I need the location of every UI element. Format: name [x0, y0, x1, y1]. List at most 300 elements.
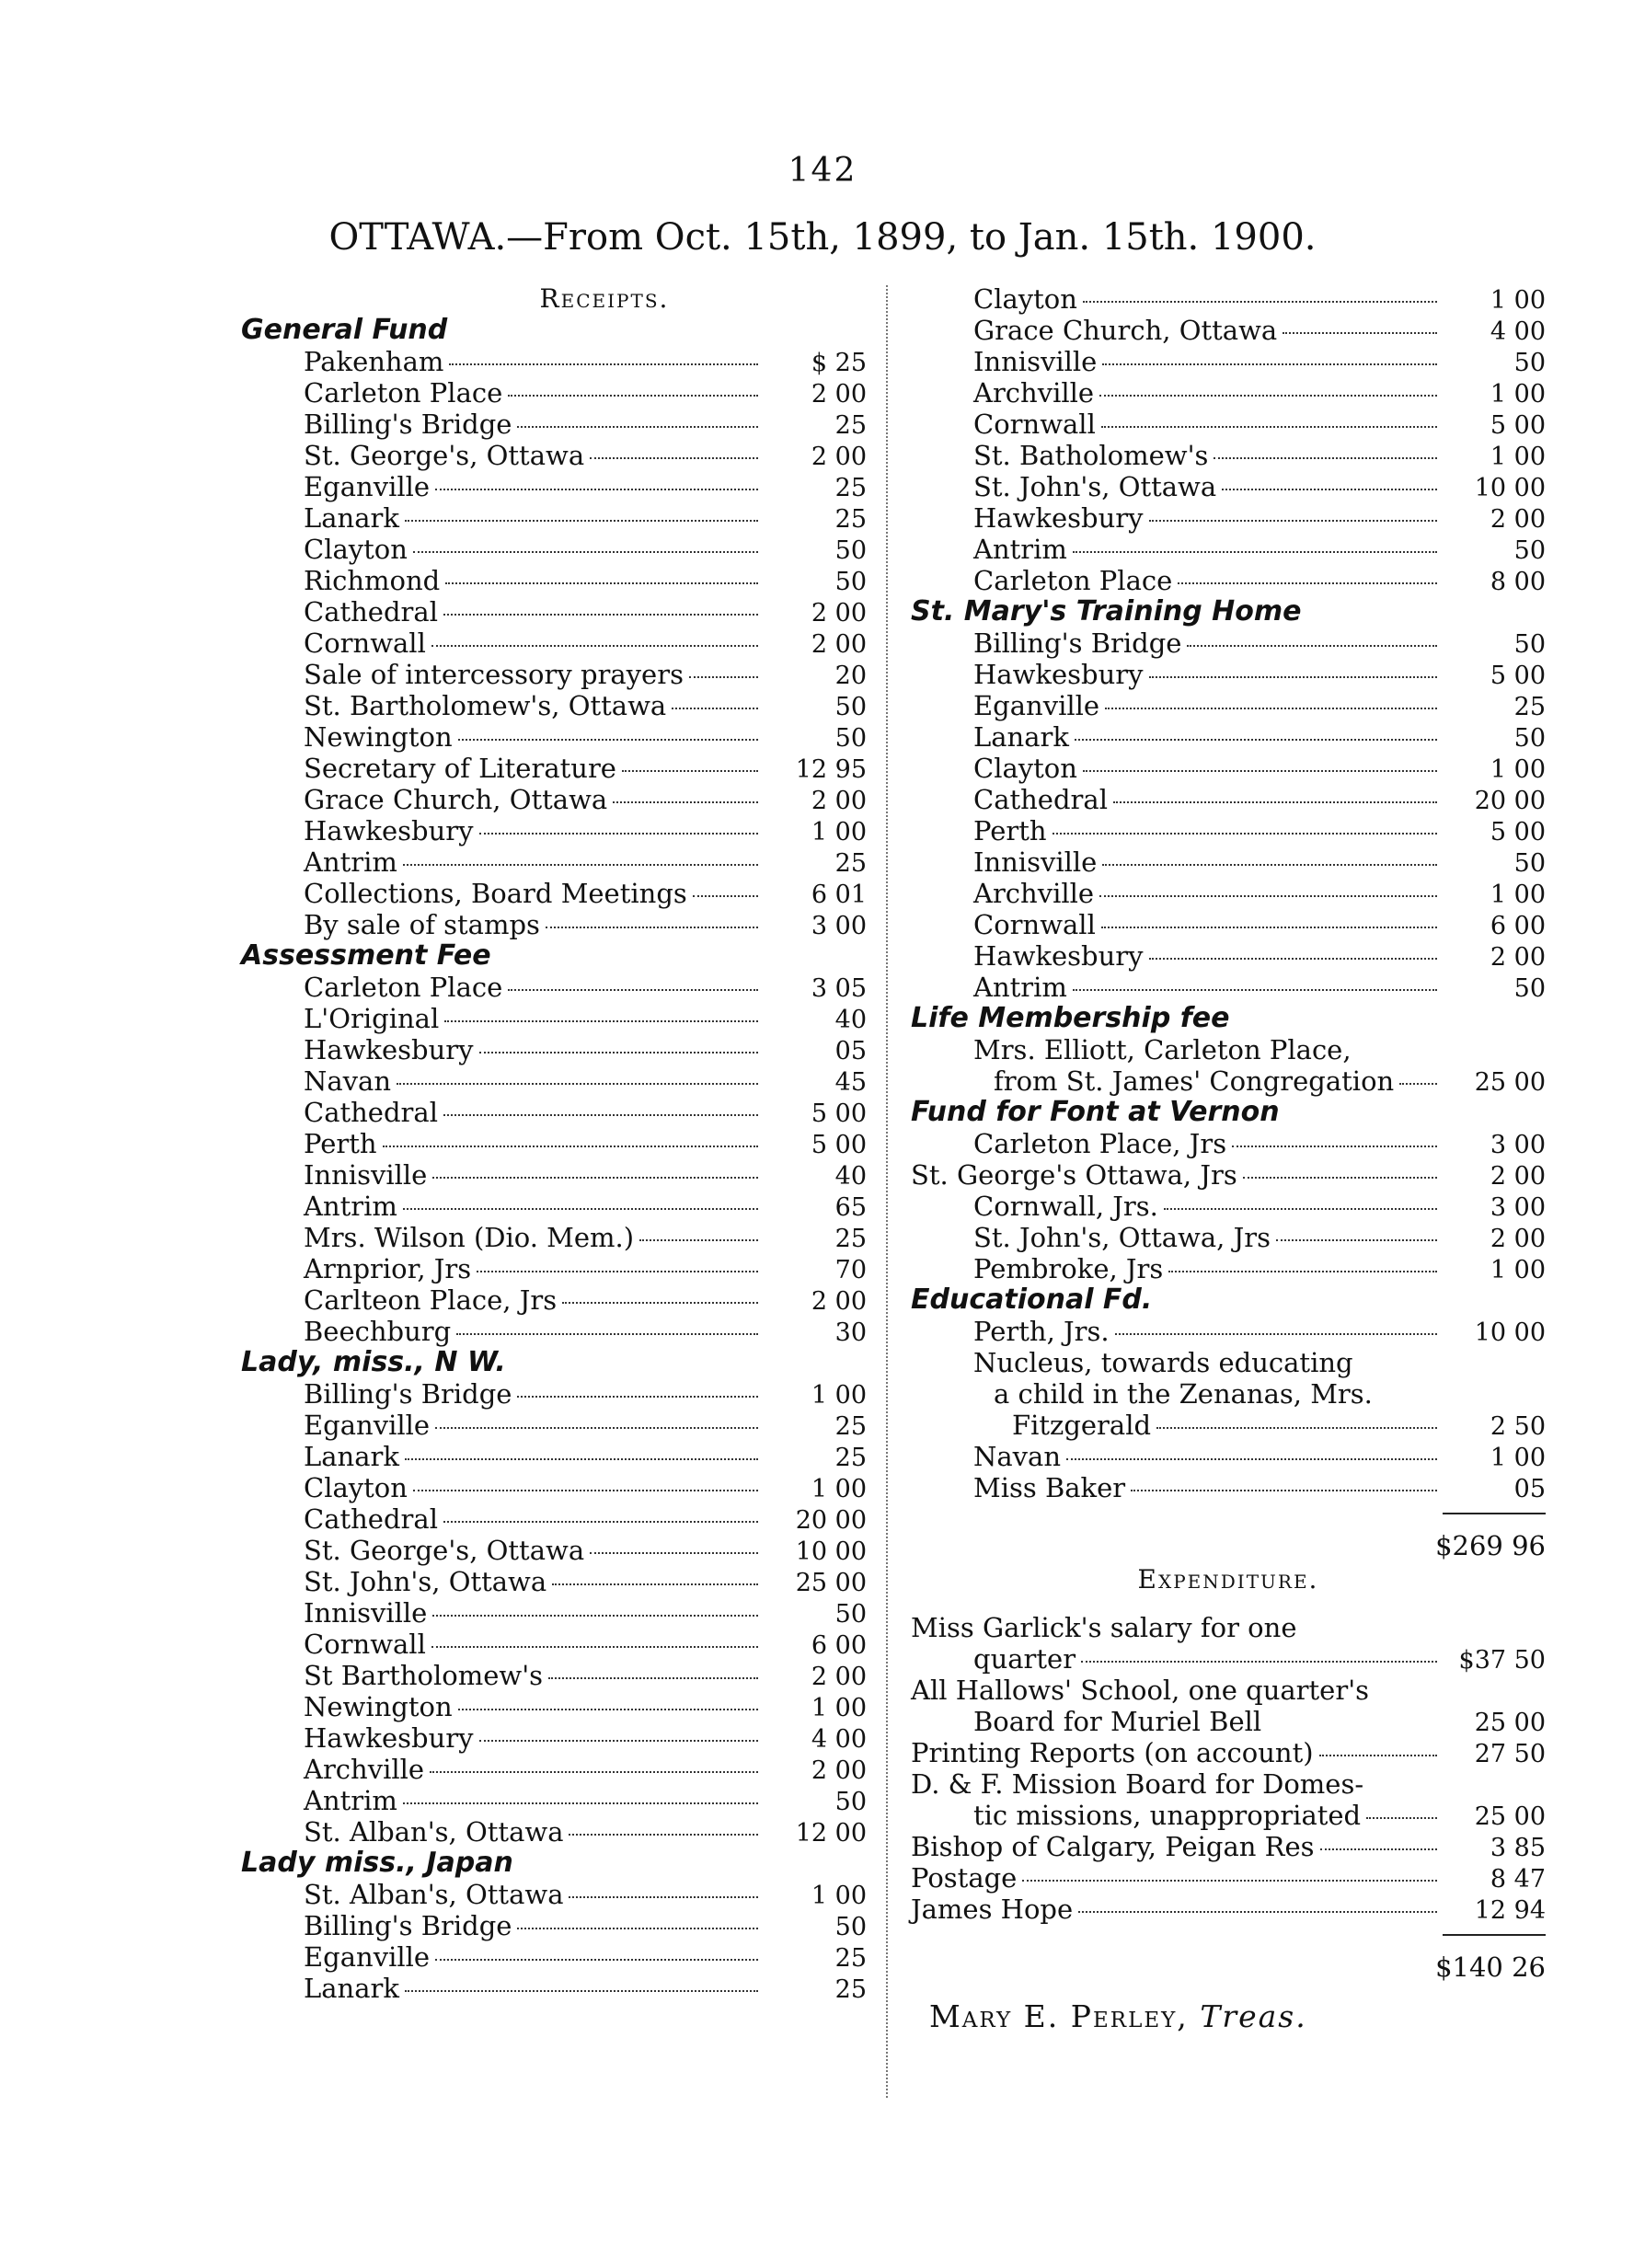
entry-amount: 1 00 [1490, 881, 1546, 909]
educational-nucleus-line: Nucleus, towards educating [973, 1347, 1353, 1378]
entry-amount: 4 00 [811, 1725, 867, 1754]
dot-leader [403, 864, 758, 866]
entry-amount: 3 00 [1490, 1131, 1546, 1159]
dot-leader [548, 1677, 758, 1679]
dot-leader [456, 1333, 758, 1335]
entry-label: Navan [304, 1065, 392, 1097]
ledger-entry [911, 1128, 1546, 1159]
entry-amount: 25 [834, 411, 867, 440]
dot-leader [479, 1052, 758, 1053]
entry-amount: 50 [1513, 349, 1546, 377]
entry-label: Beechburg [304, 1316, 452, 1347]
ledger-entry [241, 1660, 867, 1691]
dot-leader [517, 426, 758, 428]
entry-label: James Hope [911, 1894, 1074, 1925]
dot-leader [1399, 1083, 1437, 1085]
dot-leader [1214, 457, 1437, 459]
entry-amount: 6 01 [811, 881, 867, 909]
entry-label: Clayton [304, 1472, 408, 1503]
entry-amount: 1 00 [1490, 443, 1546, 471]
font-fund-entries [911, 1128, 1546, 1284]
receipts-sections [241, 315, 867, 2004]
ledger-entry [241, 440, 867, 471]
ledger-entry [911, 440, 1546, 471]
entry-label: Grace Church, Ottawa [304, 784, 608, 815]
entry-amount: 50 [1513, 974, 1546, 1003]
entry-label: Mrs. Wilson (Dio. Mem.) [304, 1222, 635, 1253]
entry-label: Antrim [304, 1785, 397, 1816]
entry-amount: 25 00 [795, 1569, 867, 1597]
dot-leader [639, 1239, 758, 1241]
ledger-entry [911, 753, 1546, 784]
receipts-continued [911, 283, 1546, 596]
entry-amount: 5 00 [1490, 662, 1546, 690]
entry-label: Billing's Bridge [973, 627, 1182, 659]
ledger-entry [241, 909, 867, 940]
ledger-entry [241, 596, 867, 627]
dot-leader [1101, 927, 1437, 928]
dot-leader [1319, 1755, 1437, 1756]
dot-leader [1022, 1880, 1437, 1882]
signature-title: Treas. [1200, 1998, 1307, 2034]
dot-leader [1178, 582, 1437, 584]
entry-label: St. George's, Ottawa [304, 1535, 585, 1566]
ledger-entry [241, 1691, 867, 1722]
ledger-entry [241, 565, 867, 596]
entry-amount: 20 00 [795, 1506, 867, 1535]
entry-amount: 10 00 [1474, 474, 1546, 502]
ledger-entry [241, 1441, 867, 1472]
entry-amount: 50 [834, 1600, 867, 1629]
ledger-entry [241, 1785, 867, 1816]
entry-amount: 5 00 [811, 1099, 867, 1128]
entry-label: Carleton Place [973, 565, 1173, 596]
ledger-entry [911, 721, 1546, 753]
ledger-entry [911, 471, 1546, 502]
entry-label: Collections, Board Meetings [304, 878, 687, 909]
ledger-entry [911, 1222, 1546, 1253]
entry-amount: 4 00 [1490, 317, 1546, 346]
dot-leader [672, 708, 758, 709]
educational-entry-navan [911, 1441, 1546, 1472]
ledger-entry [241, 815, 867, 846]
dot-leader [1053, 833, 1437, 835]
section-heading-training-home: St. Mary's Training Home [911, 595, 1302, 627]
ledger-entry [241, 972, 867, 1003]
dot-leader [431, 1646, 758, 1648]
entry-amount: 2 00 [1490, 1225, 1546, 1253]
dot-leader [435, 489, 758, 490]
dot-leader [1187, 645, 1437, 647]
entry-amount: 20 [834, 662, 867, 690]
entry-amount: 50 [834, 1788, 867, 1816]
ledger-entry [911, 909, 1546, 940]
right-column [911, 283, 1546, 2034]
entry-amount: 12 94 [1474, 1896, 1546, 1925]
entry-label: St. John's, Ottawa [973, 471, 1217, 502]
dot-leader [403, 1802, 758, 1804]
entry-label: Antrim [973, 534, 1067, 565]
ledger-entry [241, 1722, 867, 1754]
entry-amount: 25 00 [1474, 1709, 1546, 1737]
entry-label: St. John's, Ottawa, Jrs [973, 1222, 1271, 1253]
entry-label: Antrim [304, 846, 397, 878]
ledger-entry [241, 1973, 867, 2004]
dot-leader [449, 363, 758, 365]
entry-label: Bishop of Calgary, Peigan Res [911, 1831, 1315, 1862]
dot-leader [443, 1114, 758, 1116]
ledger-entry [241, 627, 867, 659]
entry-amount: 05 [1513, 1475, 1546, 1503]
dot-leader [1078, 1911, 1437, 1913]
dot-leader [435, 1427, 758, 1429]
dot-leader [458, 1709, 758, 1710]
entry-label: Lanark [304, 1973, 399, 2004]
ledger-entry [241, 690, 867, 721]
entry-label: Pembroke, Jrs [973, 1253, 1164, 1284]
expenditure-entry-printing [911, 1737, 1546, 1768]
entry-label: Richmond [304, 565, 441, 596]
educational-entry-perth [911, 1316, 1546, 1347]
entry-label: St. George's Ottawa, Jrs [911, 1159, 1237, 1191]
dot-leader [1115, 1333, 1437, 1335]
ledger-entry [241, 1284, 867, 1316]
entry-amount: 8 00 [1490, 568, 1546, 596]
dot-leader [445, 582, 758, 584]
entry-amount: 50 [834, 536, 867, 565]
total-rule [1443, 1513, 1546, 1514]
dot-leader [622, 770, 758, 772]
dot-leader [613, 801, 758, 803]
receipts-caption: Receipts. [539, 283, 670, 314]
life-membership-line: Mrs. Elliott, Carleton Place, [973, 1034, 1352, 1065]
dot-leader [1113, 801, 1437, 803]
ledger-entry [241, 1503, 867, 1535]
dot-leader [1232, 1146, 1437, 1147]
entry-label: Newington [304, 1691, 453, 1722]
ledger-entry [241, 1097, 867, 1128]
ledger-entry [911, 940, 1546, 972]
dot-leader [1099, 895, 1437, 897]
entry-label: Hawkesbury [304, 1034, 474, 1065]
ledger-entry [241, 534, 867, 565]
expenditure-entry-hallows [911, 1706, 1546, 1737]
ledger-entry [241, 1754, 867, 1785]
signature [911, 1998, 1546, 2034]
expenditure-total: $140 26 [1435, 1951, 1546, 1983]
entry-amount: 50 [834, 693, 867, 721]
entry-amount: 2 00 [1490, 943, 1546, 972]
dot-leader [508, 395, 758, 397]
dot-leader [413, 551, 758, 553]
entry-amount: 05 [834, 1037, 867, 1065]
signature-name: Mary E. Perley, [929, 1998, 1189, 2034]
entry-amount: 50 [834, 724, 867, 753]
entry-label: Cornwall [973, 909, 1096, 940]
ledger-entry [911, 972, 1546, 1003]
entry-label: By sale of stamps [304, 909, 540, 940]
dot-leader [479, 1740, 758, 1742]
page-number: 142 [788, 152, 857, 190]
entry-amount: 1 00 [811, 1381, 867, 1410]
entry-label: Cornwall [973, 409, 1096, 440]
dot-leader [397, 1083, 758, 1085]
ledger-entry [241, 502, 867, 534]
ledger-entry [911, 690, 1546, 721]
entry-label: Hawkesbury [973, 940, 1144, 972]
section-heading: Lady, miss., N W. [241, 1346, 506, 1378]
dot-leader [693, 895, 758, 897]
entry-label: Antrim [973, 972, 1067, 1003]
ledger-entry [911, 878, 1546, 909]
ledger-entry [911, 283, 1546, 315]
ledger-entry [911, 565, 1546, 596]
dot-leader [552, 1583, 758, 1585]
ledger-entry [911, 627, 1546, 659]
expenditure-entry-postage [911, 1862, 1546, 1894]
dot-leader [1083, 770, 1437, 772]
entry-amount: 25 [834, 1412, 867, 1441]
entry-amount: $37 50 [1458, 1646, 1546, 1675]
entry-label: Printing Reports (on account) [911, 1737, 1314, 1768]
dot-leader [689, 676, 758, 678]
ledger-entry [911, 534, 1546, 565]
dot-leader [405, 1990, 758, 1992]
entry-label: Antrim [304, 1191, 397, 1222]
entry-label: Lanark [304, 502, 399, 534]
ledger-entry [241, 1629, 867, 1660]
dot-leader [569, 1896, 758, 1898]
entry-label: St. Batholomew's [973, 440, 1209, 471]
entry-amount: 1 00 [1490, 380, 1546, 409]
ledger-entry [241, 784, 867, 815]
ledger-entry [241, 1816, 867, 1848]
ledger-entry [911, 846, 1546, 878]
dot-leader [1102, 363, 1437, 365]
training-home-entries [911, 627, 1546, 1003]
ledger-entry [241, 1910, 867, 1941]
left-column [241, 283, 867, 2004]
dot-leader [569, 1834, 758, 1836]
entry-amount: 3 00 [811, 912, 867, 940]
ledger-entry [241, 1128, 867, 1159]
entry-amount: 10 00 [1474, 1318, 1546, 1347]
expenditure-line: All Hallows' School, one quarter's [911, 1675, 1370, 1706]
entry-amount: 2 00 [811, 1287, 867, 1316]
entry-label: Clayton [973, 283, 1077, 315]
entry-amount: 45 [834, 1068, 867, 1097]
dot-leader [1066, 1458, 1437, 1460]
entry-label: Hawkesbury [973, 502, 1144, 534]
entry-label: Eganville [973, 690, 1100, 721]
entry-amount: 1 00 [811, 1882, 867, 1910]
ledger-entry [241, 1378, 867, 1410]
entry-label: Cornwall, Jrs. [973, 1191, 1158, 1222]
entry-label: Innisville [973, 346, 1098, 377]
entry-amount: 1 00 [811, 1475, 867, 1503]
entry-amount: 3 05 [811, 974, 867, 1003]
spacer [911, 1595, 1546, 1612]
dot-leader [1105, 708, 1437, 709]
entry-label: Eganville [304, 471, 431, 502]
expenditure-entry-hope [911, 1894, 1546, 1925]
entry-amount: 8 47 [1490, 1865, 1546, 1894]
expenditure-entry-garlick [911, 1643, 1546, 1675]
entry-amount: 2 00 [811, 1663, 867, 1691]
entry-label: Cathedral [304, 1503, 438, 1535]
educational-entry-fitzgerald [911, 1410, 1546, 1441]
dot-leader [444, 1020, 758, 1022]
entry-label: Carleton Place, Jrs [973, 1128, 1227, 1159]
dot-leader [1149, 520, 1437, 522]
entry-label: Grace Church, Ottawa [973, 315, 1278, 346]
life-membership-entry [911, 1065, 1546, 1097]
entry-amount: 5 00 [1490, 411, 1546, 440]
entry-amount: 2 00 [811, 599, 867, 627]
ledger-entry [241, 471, 867, 502]
entry-label: Fitzgerald [1012, 1410, 1152, 1441]
entry-amount: 27 50 [1474, 1740, 1546, 1768]
entry-amount: 2 00 [1490, 1162, 1546, 1191]
dot-leader [1276, 1239, 1437, 1241]
expenditure-entry-mission [911, 1800, 1546, 1831]
entry-label: Hawkesbury [973, 659, 1144, 690]
entry-amount: 2 50 [1490, 1412, 1546, 1441]
dot-leader [517, 1396, 758, 1398]
entry-label: Billing's Bridge [304, 1378, 512, 1410]
entry-label: Newington [304, 721, 453, 753]
entry-label: Clayton [973, 753, 1077, 784]
section-heading-educational: Educational Fd. [911, 1284, 1153, 1316]
ledger-entry [911, 377, 1546, 409]
entry-amount: 6 00 [811, 1631, 867, 1660]
ledger-entry [241, 1879, 867, 1910]
dot-leader [562, 1302, 758, 1304]
entry-amount: 1 00 [1490, 755, 1546, 784]
entry-amount: 12 00 [795, 1819, 867, 1848]
entry-amount: 50 [834, 1913, 867, 1941]
entry-amount: 6 00 [1490, 912, 1546, 940]
entry-label: Carleton Place [304, 972, 503, 1003]
ledger-entry [241, 846, 867, 878]
entry-amount: 1 00 [811, 818, 867, 846]
ledger-entry [241, 1253, 867, 1284]
entry-amount: 2 00 [811, 380, 867, 409]
ledger-entry [241, 1472, 867, 1503]
entry-amount: 50 [1513, 630, 1546, 659]
ledger-entry [911, 502, 1546, 534]
entry-label: St. Alban's, Ottawa [304, 1816, 564, 1848]
entry-amount: 3 85 [1490, 1834, 1546, 1862]
dot-leader [477, 1271, 758, 1272]
entry-label: Postage [911, 1862, 1018, 1894]
entry-amount: 25 [834, 1975, 867, 2004]
entry-amount: 25 [834, 474, 867, 502]
entry-label: tic missions, unappropriated [973, 1800, 1362, 1831]
dot-leader [1099, 395, 1437, 397]
ledger-entry [911, 784, 1546, 815]
entry-amount: 50 [1513, 724, 1546, 753]
ledger-entry [241, 753, 867, 784]
entry-amount: $ 25 [811, 349, 867, 377]
dot-leader [1102, 864, 1437, 866]
entry-label: Cornwall [304, 1629, 426, 1660]
entry-amount: 25 [834, 505, 867, 534]
entry-amount: 2 00 [811, 630, 867, 659]
entry-label: Carlteon Place, Jrs [304, 1284, 558, 1316]
ledger-entry [911, 815, 1546, 846]
entry-amount: 1 00 [1490, 1444, 1546, 1472]
entry-amount: 40 [834, 1162, 867, 1191]
entry-label: Billing's Bridge [304, 1910, 512, 1941]
section-heading: Assessment Fee [241, 939, 491, 972]
dot-leader [590, 1552, 758, 1554]
entry-label: Board for Muriel Bell [973, 1706, 1262, 1737]
entry-amount: 2 00 [1490, 505, 1546, 534]
ledger-entry [911, 659, 1546, 690]
dot-leader [1149, 958, 1437, 960]
entry-label: Eganville [304, 1410, 431, 1441]
section-heading-font-fund: Fund for Font at Vernon [911, 1096, 1280, 1128]
entry-amount: 25 00 [1474, 1802, 1546, 1831]
entry-label: Arnprior, Jrs [304, 1253, 472, 1284]
entry-amount: 5 00 [1490, 818, 1546, 846]
entry-amount: 20 00 [1474, 787, 1546, 815]
entry-label: Archville [304, 1754, 425, 1785]
total-rule [1443, 1934, 1546, 1936]
entry-label: Lanark [973, 721, 1069, 753]
entry-label: Innisville [304, 1159, 428, 1191]
dot-leader [383, 1146, 758, 1147]
ledger-entry [241, 721, 867, 753]
entry-label: Cathedral [304, 1097, 438, 1128]
entry-amount: 10 00 [795, 1537, 867, 1566]
entry-amount: 50 [834, 568, 867, 596]
dot-leader [458, 739, 758, 741]
dot-leader [590, 457, 758, 459]
ledger-entry [241, 409, 867, 440]
dot-leader [1243, 1177, 1437, 1179]
entry-amount: 5 00 [811, 1131, 867, 1159]
dot-leader [1131, 1490, 1437, 1491]
dot-leader [1283, 332, 1437, 334]
entry-label: St Bartholomew's [304, 1660, 544, 1691]
dot-leader [432, 1615, 758, 1617]
dot-leader [443, 614, 758, 616]
entry-label: Secretary of Literature [304, 753, 616, 784]
ledger-entry [911, 1159, 1546, 1191]
entry-amount: 2 00 [811, 1756, 867, 1785]
dot-leader [1075, 739, 1437, 741]
entry-amount: 2 00 [811, 443, 867, 471]
dot-leader [1156, 1427, 1437, 1429]
ledger-entry [241, 346, 867, 377]
ledger-entry [241, 1941, 867, 1973]
entry-label: L'Original [304, 1003, 440, 1034]
dot-leader [403, 1208, 758, 1210]
ledger-entry [241, 1535, 867, 1566]
entry-label: Cornwall [304, 627, 426, 659]
dot-leader [1366, 1817, 1437, 1819]
entry-amount: 25 [834, 1225, 867, 1253]
expenditure-caption: Expenditure. [1137, 1564, 1319, 1595]
entry-label: Cathedral [973, 784, 1108, 815]
section-heading-life-membership: Life Membership fee [911, 1002, 1230, 1034]
dot-leader [1164, 1208, 1437, 1210]
entry-amount: 1 00 [1490, 1256, 1546, 1284]
ledger-entry [241, 1003, 867, 1034]
entry-amount: 25 00 [1474, 1068, 1546, 1097]
